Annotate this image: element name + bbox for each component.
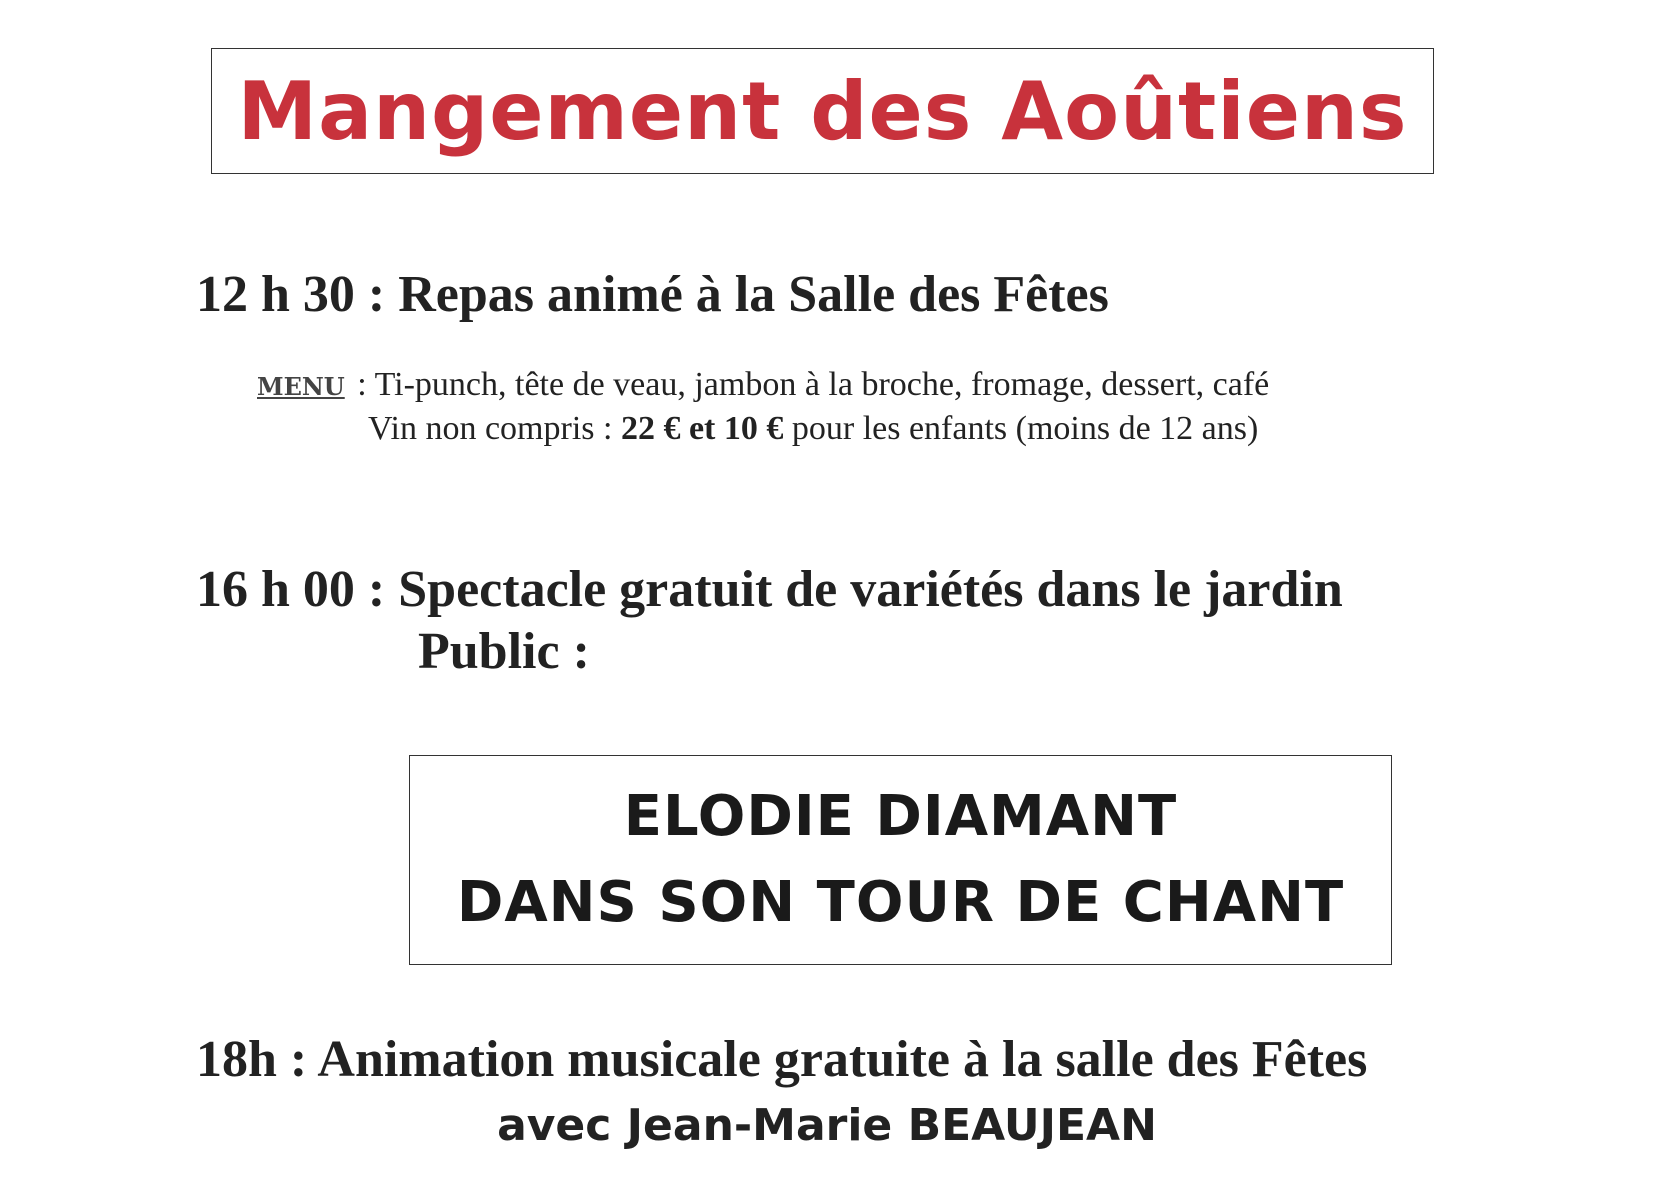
page-title: Mangement des Aoûtiens xyxy=(237,64,1408,158)
title-box xyxy=(211,48,1434,174)
menu-label: MENU xyxy=(257,372,345,401)
menu-price: 22 € et 10 € xyxy=(620,410,784,447)
event-lunch xyxy=(196,265,1109,324)
menu-line-price xyxy=(368,410,1258,448)
event-time: 12 h 30 : xyxy=(196,266,386,323)
performer-name: avec Jean-Marie BEAUJEAN xyxy=(497,1100,1157,1151)
menu-line-items xyxy=(257,366,1269,404)
event-description-continued: Public : xyxy=(418,623,590,680)
menu-separator: : xyxy=(348,366,375,403)
price-note: pour les enfants (moins de 12 ans) xyxy=(783,410,1259,447)
menu-items: Ti-punch, tête de veau, jambon à la broche, fromage, dessert, café xyxy=(374,366,1270,403)
artist-subtitle: DANS SON TOUR DE CHANT xyxy=(456,870,1345,935)
event-music xyxy=(196,1030,1367,1089)
event-time: 18h : xyxy=(196,1031,308,1088)
artist-name: ELODIE DIAMANT xyxy=(623,784,1178,849)
event-description: Spectacle gratuit de variétés dans le jardin xyxy=(398,561,1343,618)
artist-box xyxy=(409,755,1392,965)
event-show-continued xyxy=(418,622,590,681)
event-description: Repas animé à la Salle des Fêtes xyxy=(398,266,1109,323)
wine-note: Vin non compris : xyxy=(368,410,621,447)
event-show xyxy=(196,560,1343,619)
event-time: 16 h 00 : xyxy=(196,561,386,618)
event-description: Animation musicale gratuite à la salle des Fêtes xyxy=(317,1031,1368,1088)
